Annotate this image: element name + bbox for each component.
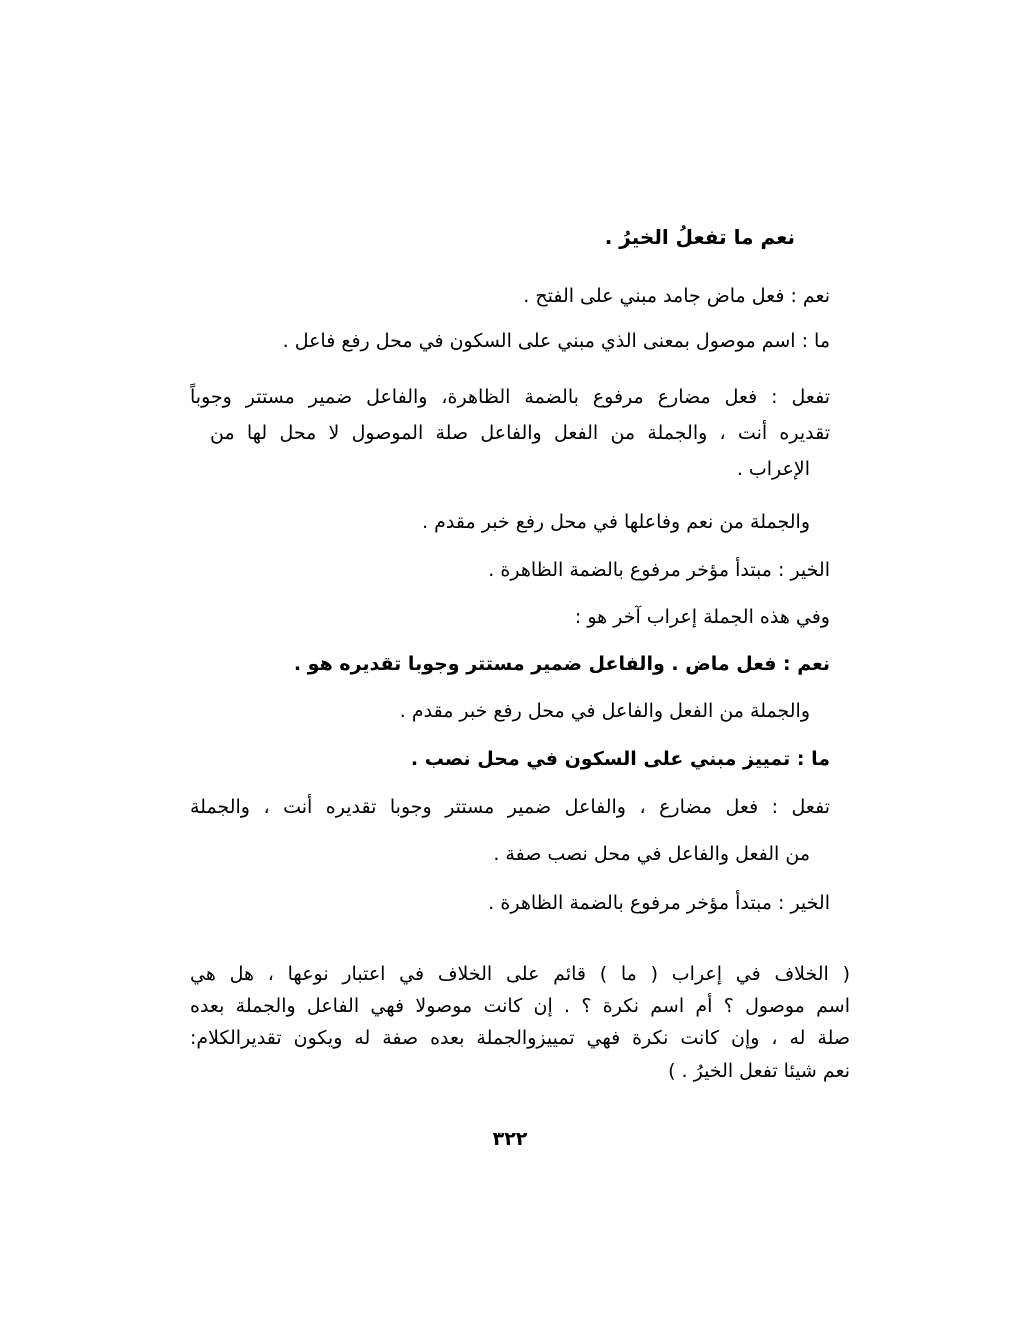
alt-parse-line-nima: نعم : فعل ماض . والفاعل ضمير مستتر وجوبا تقديره هو . xyxy=(293,653,830,675)
parse-line-tafal-cont-2: الإعراب . xyxy=(736,458,810,480)
parse-line-ma: ما : اسم موصول بمعنى الذي مبني على السكون في محل رفع فاعل . xyxy=(282,330,830,352)
parse-line-khayr: الخير : مبتدأ مؤخر مرفوع بالضمة الظاهرة . xyxy=(488,559,830,581)
example-heading: نعم ما تفعلُ الخيرُ . xyxy=(604,225,795,249)
alt-parse-line-khayr: الخير : مبتدأ مؤخر مرفوع بالضمة الظاهرة . xyxy=(488,892,830,914)
note-line-2: اسم موصول ؟ أم اسم نكرة ؟ . إن كانت موصولا فهي الفاعل والجملة بعده xyxy=(190,995,850,1017)
parse-line-tafal-cont-1: تقديره أنت ، والجملة من الفعل والفاعل صلة الموصول لا محل لها من xyxy=(210,422,830,444)
note-line-1: ( الخلاف في إعراب ( ما ) قائم على الخلاف في اعتبار نوعها ، هل هي xyxy=(190,963,850,985)
alt-parse-line-ma: ما : تمييز مبني على السكون في محل نصب . xyxy=(410,748,830,770)
page-number: ٣٢٢ xyxy=(492,1128,528,1150)
note-line-3: صلة له ، وإن كانت نكرة فهي تمييزوالجملة بعده صفة له ويكون تقديرالكلام: xyxy=(190,1027,850,1049)
parse-line-tafal: تفعل : فعل مضارع مرفوع بالضمة الظاهرة، والفاعل ضمير مستتر وجوباً xyxy=(190,386,830,408)
alt-parse-line-tafal: تفعل : فعل مضارع ، والفاعل ضمير مستتر وجوبا تقديره أنت ، والجملة xyxy=(190,796,830,818)
alt-parse-line-tafal-cont: من الفعل والفاعل في محل نصب صفة . xyxy=(493,843,810,865)
alt-parse-line-sentence: والجملة من الفعل والفاعل في محل رفع خبر مقدم . xyxy=(399,700,810,722)
parse-line-sentence-khabar: والجملة من نعم وفاعلها في محل رفع خبر مقدم . xyxy=(422,511,810,533)
alternate-parse-intro: وفي هذه الجملة إعراب آخر هو : xyxy=(574,606,830,628)
parse-line-nima: نعم : فعل ماض جامد مبني على الفتح . xyxy=(523,285,830,307)
note-line-4: نعم شيئا تفعل الخيرُ . ) xyxy=(668,1060,850,1082)
